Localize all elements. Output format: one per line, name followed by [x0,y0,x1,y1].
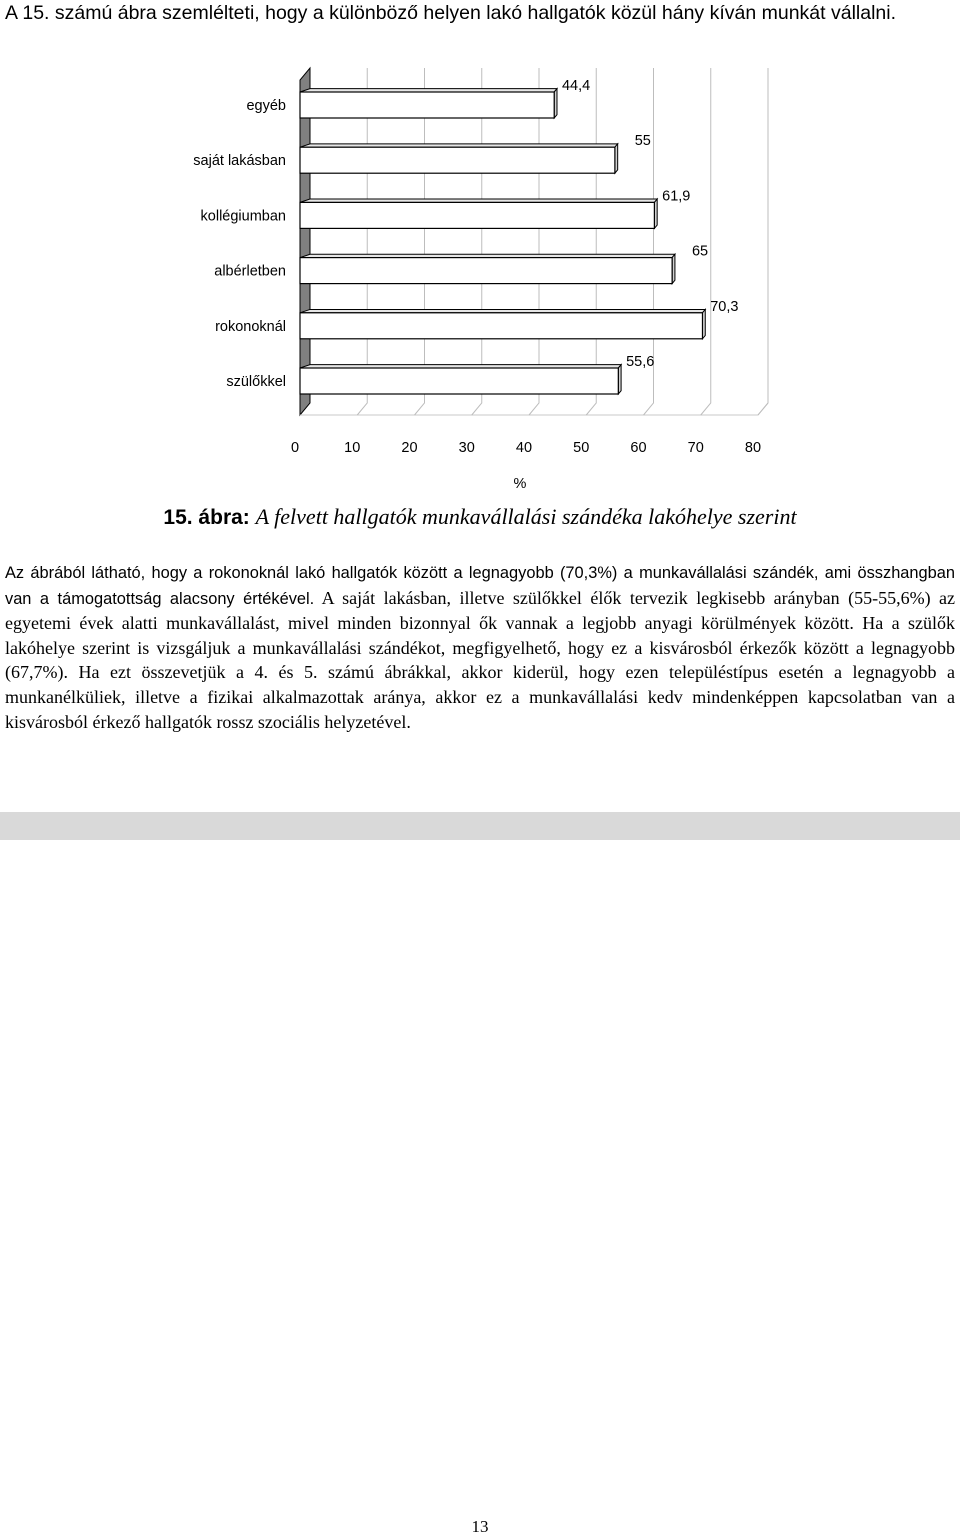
chart-x-ticks [291,440,761,456]
bar [300,147,615,173]
gray-separator-band [0,812,960,840]
page-number: 13 [471,1517,489,1536]
value-label: 61,9 [662,188,691,205]
category-label: szülőkkel [226,374,286,390]
x-tick-label: 70 [687,440,704,456]
category-label: albérletben [214,263,286,280]
chart-category-labels [193,98,286,390]
category-label: saját lakásban [193,153,286,170]
gridline [701,68,711,415]
gridline [529,68,539,415]
bar [300,258,672,284]
value-label: 44,4 [561,78,591,94]
bar [300,368,618,394]
body-paragraph-part2: A saját lakásban, illetve szülőkkel élők tervezik legkisebb arányban (55-55,6%) az egyetemi évek alatti munkavállalást, mivel minden bizonnyal ők vannak a legjobb anyagi körülmények között. Ha a szülők lakóhelye szerint is vizsgáljuk a munkavállalási szándékot, megfigyelhető, hogy ez a kisvárosból érkezők között a legnagyobb (67,7%). Ha ezt összevetjük a 4. és 5. számú ábrákkal, akkor kiderül, hogy ezen településtípus esetén a legnagyobb a munkanélküliek, illetve a fizikai alkalmazottak aránya, akkor ez a munkavállalási kedv mindenképpen kapcsolatban van a kisvárosból érkező hallgatók rossz szociális helyzetével. [5,587,955,732]
value-label: 70,3 [710,298,739,315]
gridline [357,68,367,415]
x-axis-label: % [513,476,527,492]
value-label: 55 [634,133,651,150]
figure-number: 15. ábra: [163,506,250,529]
bar [300,313,702,339]
bar [300,92,554,118]
bar-chart [0,70,960,500]
x-tick-label: 60 [630,440,647,456]
chart-side-wall [300,68,310,415]
body-paragraph [5,560,955,734]
x-tick-label: 0 [290,440,300,456]
gridline [758,68,768,415]
x-tick-label: 80 [744,440,762,456]
x-tick-label: 50 [573,440,590,456]
chart-gridlines [357,68,768,415]
category-label: kollégiumban [200,208,286,225]
gridline [415,68,425,415]
gridline [472,68,482,415]
x-tick-label: 30 [458,440,475,456]
x-tick-label: 20 [401,440,418,456]
intro-paragraph: A 15. számú ábra szemlélteti, hogy a különböző helyen lakó hallgatók közül hány kíván munkát vállalni. [5,2,897,24]
figure-title: A felvett hallgatók munkavállalási szándéka lakóhelye szerint [255,504,797,529]
gridline [586,68,596,415]
value-label: 55,6 [626,354,655,370]
body-paragraph-part1: Az ábrából látható, hogy a rokonoknál lakó hallgatók között a legnagyobb (70,3%) a munkavállalási szándék, ami összhangban van a támogatottság alacsony értékével. [5,564,955,608]
x-tick-label: 10 [344,440,361,456]
value-label: 65 [691,243,709,260]
category-label: egyéb [246,98,286,114]
bar [300,202,654,228]
category-label: rokonoknál [215,318,286,335]
chart-back-wall [300,68,768,415]
figure-caption [0,503,960,532]
x-tick-label: 40 [515,440,533,456]
